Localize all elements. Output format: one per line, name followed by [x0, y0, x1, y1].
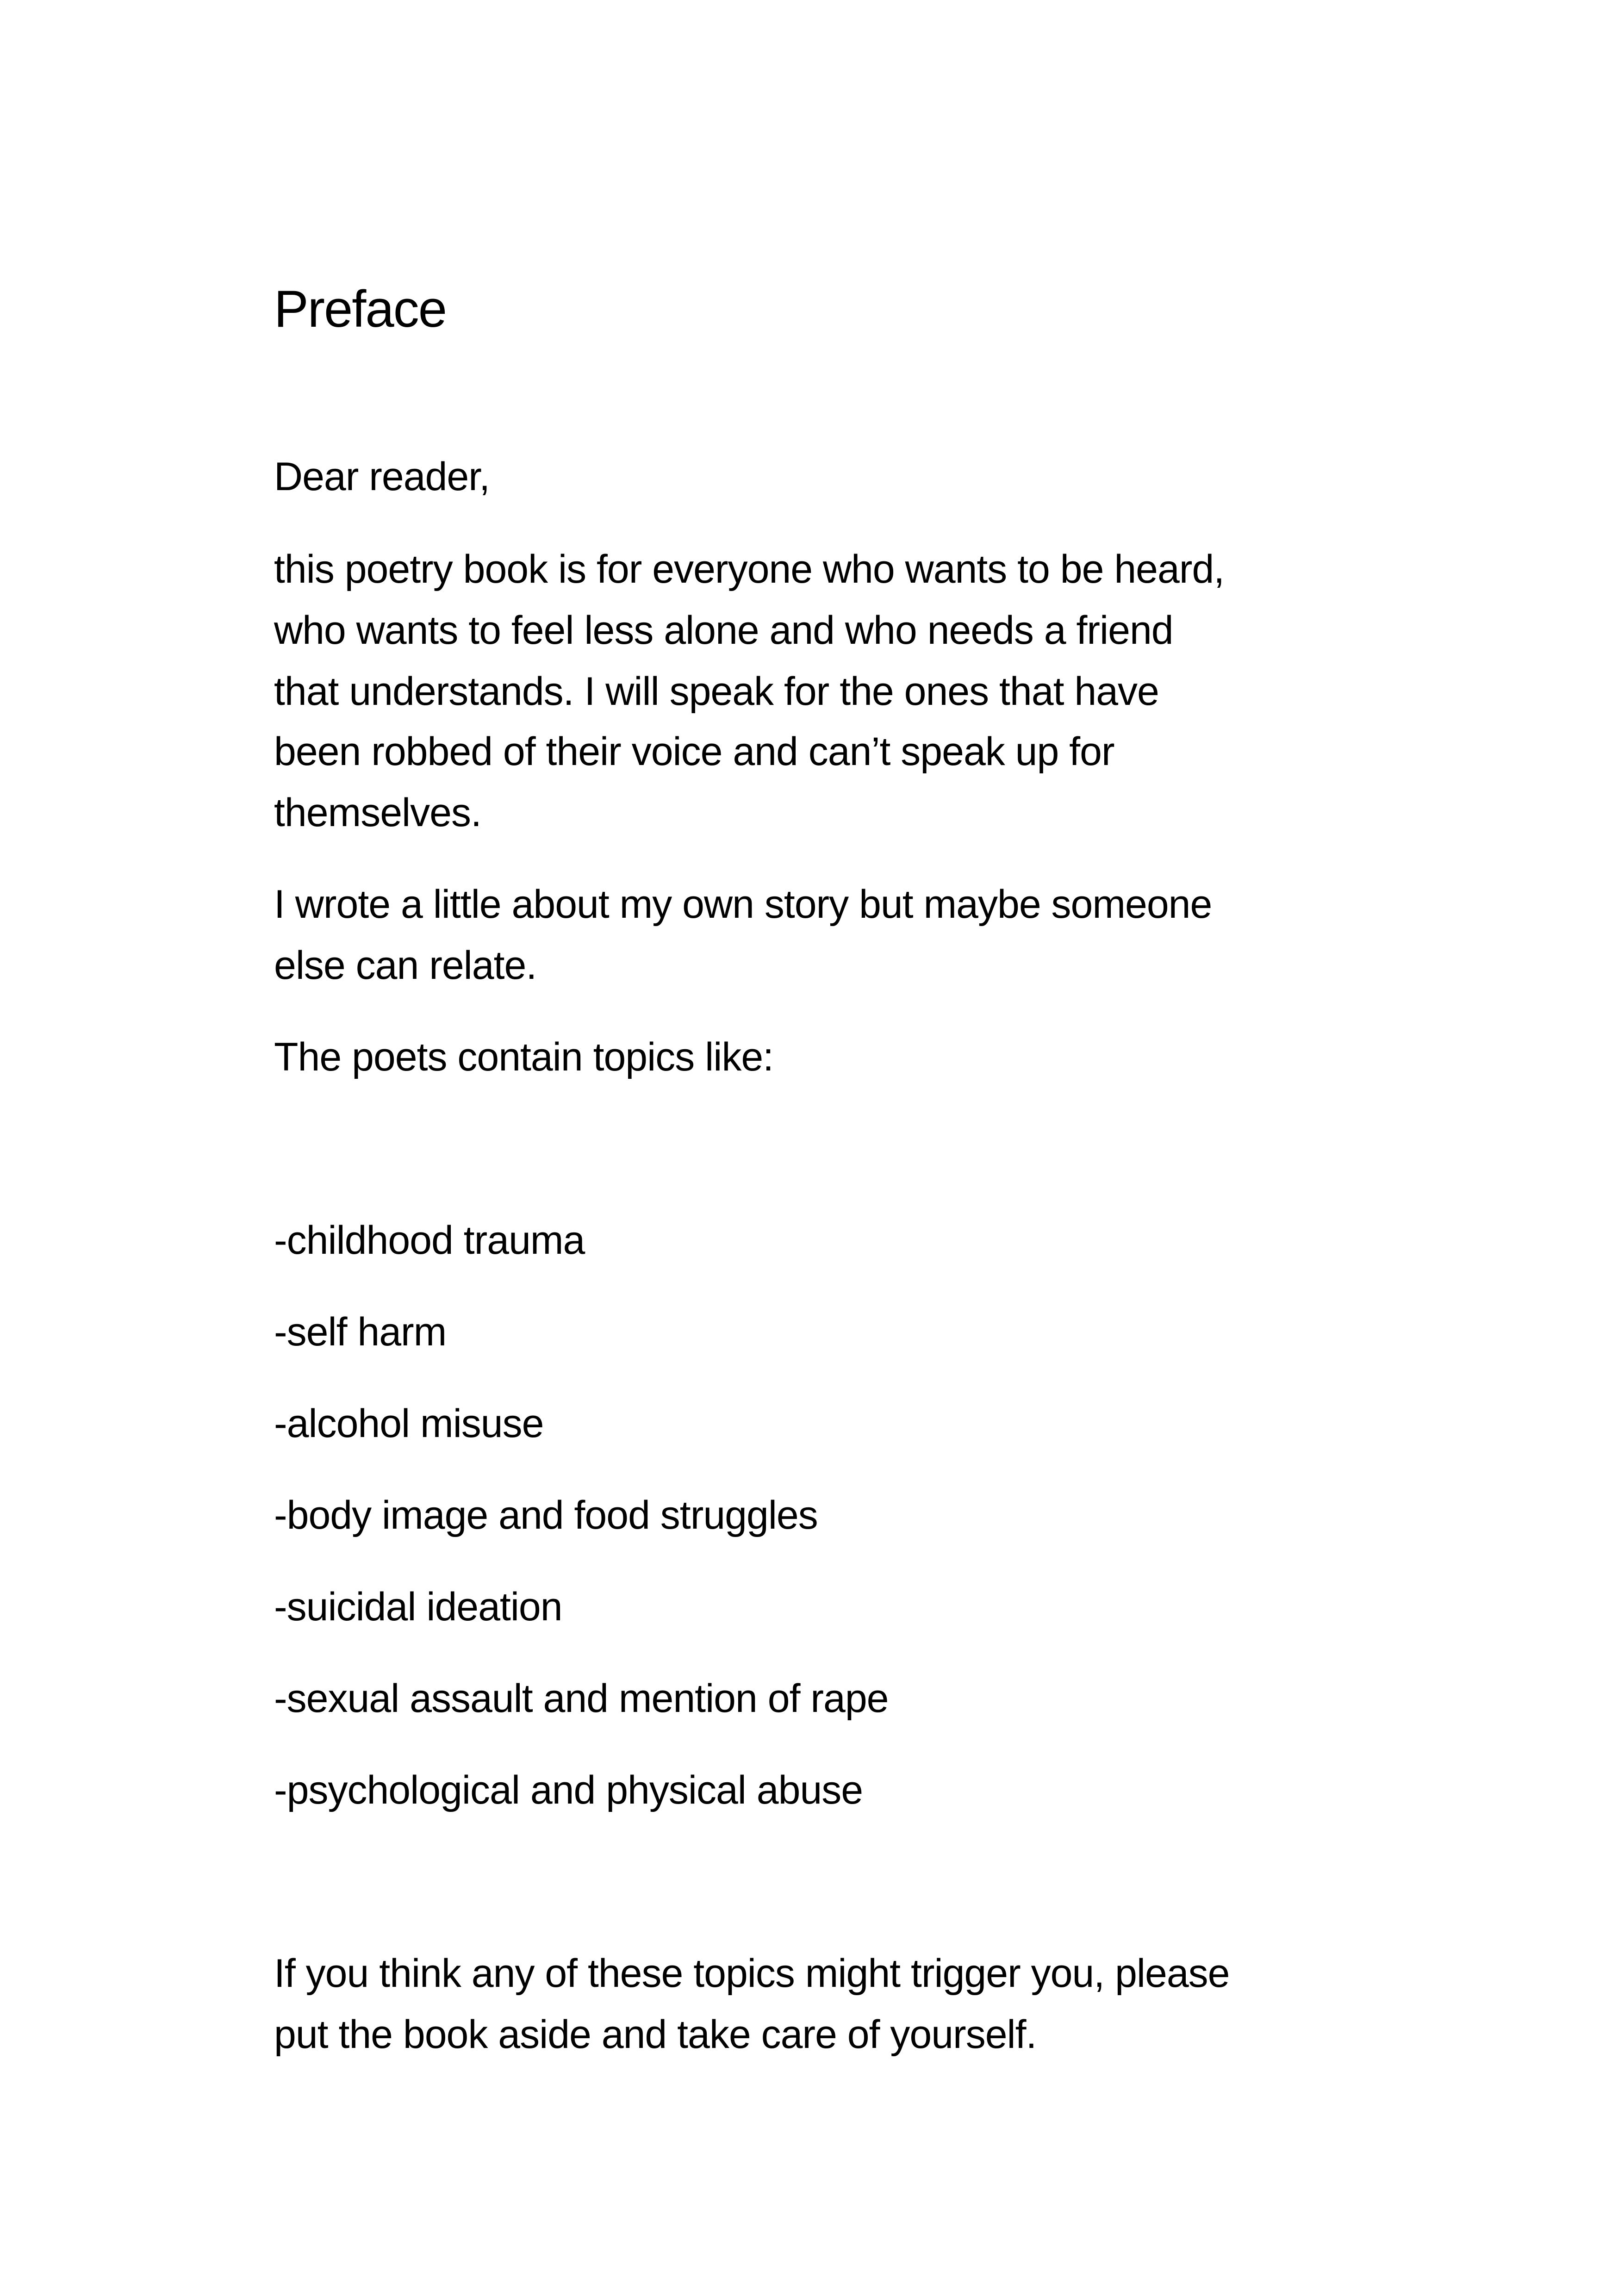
- topic-item-4: -body image and food struggles: [274, 1493, 818, 1537]
- topic-item-1: -childhood trauma: [274, 1218, 585, 1263]
- topic-item-6: -sexual assault and mention of rape: [274, 1676, 889, 1721]
- topic-item-5: -suicidal ideation: [274, 1585, 562, 1629]
- paragraph-2-line-1: I wrote a little about my own story but maybe someone: [274, 882, 1212, 927]
- paragraph-1-line-1: this poetry book is for everyone who wants to be heard,: [274, 547, 1225, 591]
- closing-line-1: If you think any of these topics might trigger you, please: [274, 1951, 1230, 1996]
- paragraph-1-line-5: themselves.: [274, 790, 481, 835]
- salutation: Dear reader,: [274, 454, 490, 499]
- page-title: Preface: [274, 280, 446, 338]
- paragraph-1-line-3: that understands. I will speak for the ones that have: [274, 669, 1159, 714]
- paragraph-2-line-2: else can relate.: [274, 943, 537, 988]
- paragraph-1-line-4: been robbed of their voice and can’t speak up for: [274, 729, 1114, 774]
- topic-item-7: -psychological and physical abuse: [274, 1768, 863, 1812]
- topic-item-2: -self harm: [274, 1310, 447, 1354]
- paragraph-1-line-2: who wants to feel less alone and who needs a friend: [274, 608, 1173, 653]
- topics-intro: The poets contain topics like:: [274, 1035, 774, 1079]
- closing-line-2: put the book aside and take care of yourself.: [274, 2012, 1037, 2057]
- topic-item-3: -alcohol misuse: [274, 1401, 544, 1446]
